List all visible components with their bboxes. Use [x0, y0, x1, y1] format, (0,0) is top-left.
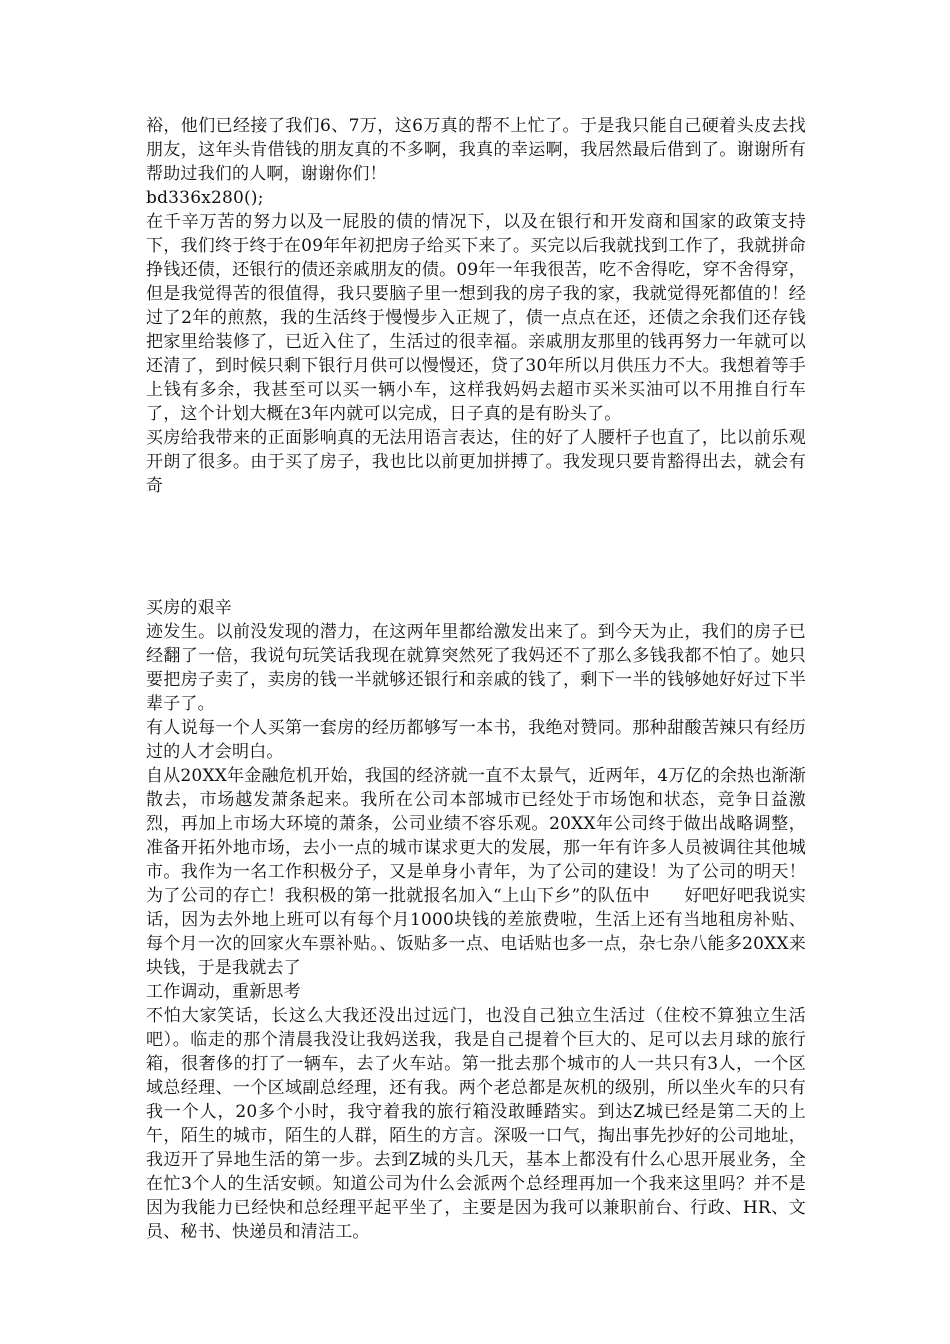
paragraph-first-house: 有人说每一个人买第一套房的经历都够写一本书，我绝对赞同。那种甜酸苦辣只有经历过的人才会明白。 [146, 718, 806, 762]
paragraph-bought-house: 在千辛万苦的努力以及一屁股的债的情况下，以及在银行和开发商和国家的政策支持下，我们终于终于在09年年初把房子给买下来了。买完以后我就找到工作了，我就拼命挣钱还债，还银行的债还亲戚朋友的债。09年一年我很苦，吃不舍得吃，穿不舍得穿，但是我觉得苦的很值得，我只要脑子里一想到我的房子我的家，我就觉得死都值的！经过了2年的煎熬，我的生活终于慢慢步入正规了，债一点点在还，还债之余我们还存钱把家里给装修了，已近入住了，生活过的很幸福。亲戚朋友那里的钱再努力一年就可以还清了，到时候只剩下银行月供可以慢慢还，贷了30年所以月供压力不大。我想着等手上钱有多余，我甚至可以买一辆小车，这样我妈妈去超市买米买油可以不用推自行车了，这个计划大概在3年内就可以完成，日子真的是有盼头了。 [146, 212, 806, 424]
ad-code-snippet: bd336x280(); [146, 188, 264, 208]
paragraph-positive-impact: 买房给我带来的正面影响真的无法用语言表达，住的好了人腰杆子也直了，比以前乐观开朗了很多。由于买了房子，我也比以前更加拼搏了。我发现只要肯豁得出去，就会有奇 [146, 428, 806, 496]
paragraph-miracle: 迹发生。以前没发现的潜力，在这两年里都给激发出来了。到今天为止，我们的房子已经翻了一倍，我说句玩笑话我现在就算突然死了我妈还不了那么多钱我都不怕了。她只要把房子卖了，卖房的钱一半就够还银行和亲戚的钱了，剩下一半的钱够她好好过下半辈子了。 [146, 622, 806, 714]
paragraph-financial-crisis: 自从20XX年金融危机开始，我国的经济就一直不太景气，近两年，4万亿的余热也渐渐散去，市场越发萧条起来。我所在公司本部城市已经处于市场饱和状态，竞争日益激烈，再加上市场大环境的萧条，公司业绩不容乐观。20XX年公司终于做出战略调整，准备开拓外地市场，去小一点的城市谋求更大的发展，那一年有许多人员被调往其他城市。我作为一名工作积极分子，又是单身小青年，为了公司的建设！为了公司的明天！为了公司的存亡！我积极的第一批就报名加入“上山下乡”的队伍中 好吧好吧我说实话，因为去外地上班可以有每个月1000块钱的差旅费啦，生活上还有当地租房补贴、每个月一次的回家火车票补贴。、饭贴多一点、电话贴也多一点，杂七杂八能多20XX来块钱，于是我就去了 [146, 766, 806, 978]
paragraph-borrowing-money: 裕，他们已经接了我们6、7万，这6万真的帮不上忙了。于是我只能自己硬着头皮去找朋友，这年头肯借钱的朋友真的不多啊，我真的幸运啊，我居然最后借到了。谢谢所有帮助过我们的人啊，谢谢你们！ [146, 116, 806, 184]
subheading-job-transfer: 工作调动，重新思考 [146, 982, 301, 1002]
section-gap [146, 498, 806, 596]
document-page [146, 114, 806, 1244]
section-heading: 买房的艰辛 [146, 598, 232, 618]
paragraph-leaving-home: 不怕大家笑话，长这么大我还没出过远门，也没自己独立生活过（住校不算独立生活吧）。临走的那个清晨我没让我妈送我，我是自己提着个巨大的、足可以去月球的旅行箱，很奢侈的打了一辆车，去了火车站。第一批去那个城市的人一共只有3人，一个区域总经理、一个区域副总经理，还有我。两个老总都是灰机的级别，所以坐火车的只有我一个人，20多个小时，我守着我的旅行箱没敢睡踏实。到达Z城已经是第二天的上午，陌生的城市，陌生的人群，陌生的方言。深吸一口气，掏出事先抄好的公司地址，我迈开了异地生活的第一步。去到Z城的头几天，基本上都没有什么心思开展业务，全在忙3个人的生活安顿。知道公司为什么会派两个总经理再加一个我来这里吗？并不是因为我能力已经快和总经理平起平坐了，主要是因为我可以兼职前台、行政、HR、文员、秘书、快递员和清洁工。 [146, 1006, 806, 1242]
